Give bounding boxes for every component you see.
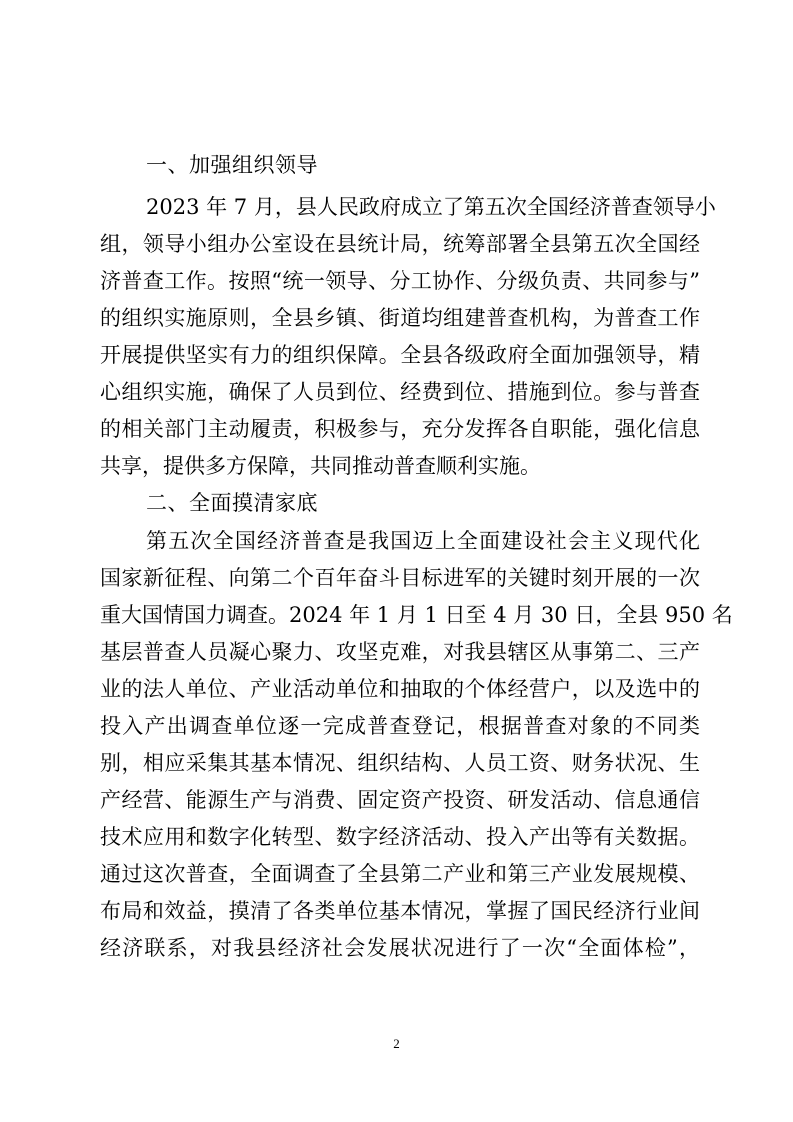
paragraph-line: 投入产出调查单位逐一完成普查登记，根据普查对象的不同类	[100, 714, 700, 738]
paragraph-line: 第五次全国经济普查是我国迈上全面建设社会主义现代化	[146, 529, 700, 553]
paragraph-line: 技术应用和数字化转型、数字经济活动、投入产出等有关数据。	[100, 825, 700, 849]
paragraph-line: 业的法人单位、产业活动单位和抽取的个体经营户，以及选中的	[100, 677, 700, 701]
paragraph-line: 开展提供坚实有力的组织保障。全县各级政府全面加强领导，精	[100, 343, 700, 367]
paragraph-line: 心组织实施，确保了人员到位、经费到位、措施到位。参与普查	[100, 380, 700, 404]
paragraph-line: 的相关部门主动履责，积极参与，充分发挥各自职能，强化信息	[100, 417, 700, 441]
section-heading-1: 一、加强组织领导	[146, 153, 318, 177]
paragraph-line: 别，相应采集其基本情况、组织结构、人员工资、财务状况、生	[100, 751, 700, 775]
paragraph-line: 的组织实施原则，全县乡镇、街道均组建普查机构，为普查工作	[100, 306, 700, 330]
paragraph-line: 济普查工作。按照“统一领导、分工协作、分级负责、共同参与”	[100, 269, 700, 293]
paragraph-line: 产经营、能源生产与消费、固定资产投资、研发活动、信息通信	[100, 788, 700, 812]
paragraph-line: 重大国情国力调查。2024 年 1 月 1 日至 4 月 30 日，全县 950 名	[100, 603, 733, 627]
section-heading-2: 二、全面摸清家底	[146, 491, 318, 515]
paragraph-line: 布局和效益，摸清了各类单位基本情况，掌握了国民经济行业间	[100, 899, 700, 923]
paragraph-line: 通过这次普查，全面调查了全县第二产业和第三产业发展规模、	[100, 862, 700, 886]
paragraph-line: 2023 年 7 月，县人民政府成立了第五次全国经济普查领导小	[146, 195, 716, 219]
paragraph-line: 共享，提供多方保障，共同推动普查顺利实施。	[100, 454, 541, 478]
page-number: 2	[393, 1036, 400, 1051]
paragraph-line: 经济联系，对我县经济社会发展状况进行了一次“全面体检”，	[100, 936, 700, 960]
paragraph-line: 组，领导小组办公室设在县统计局，统筹部署全县第五次全国经	[100, 232, 700, 256]
paragraph-line: 国家新征程、向第二个百年奋斗目标进军的关键时刻开展的一次	[100, 566, 700, 590]
paragraph-line: 基层普查人员凝心聚力、攻坚克难，对我县辖区从事第二、三产	[100, 640, 700, 664]
